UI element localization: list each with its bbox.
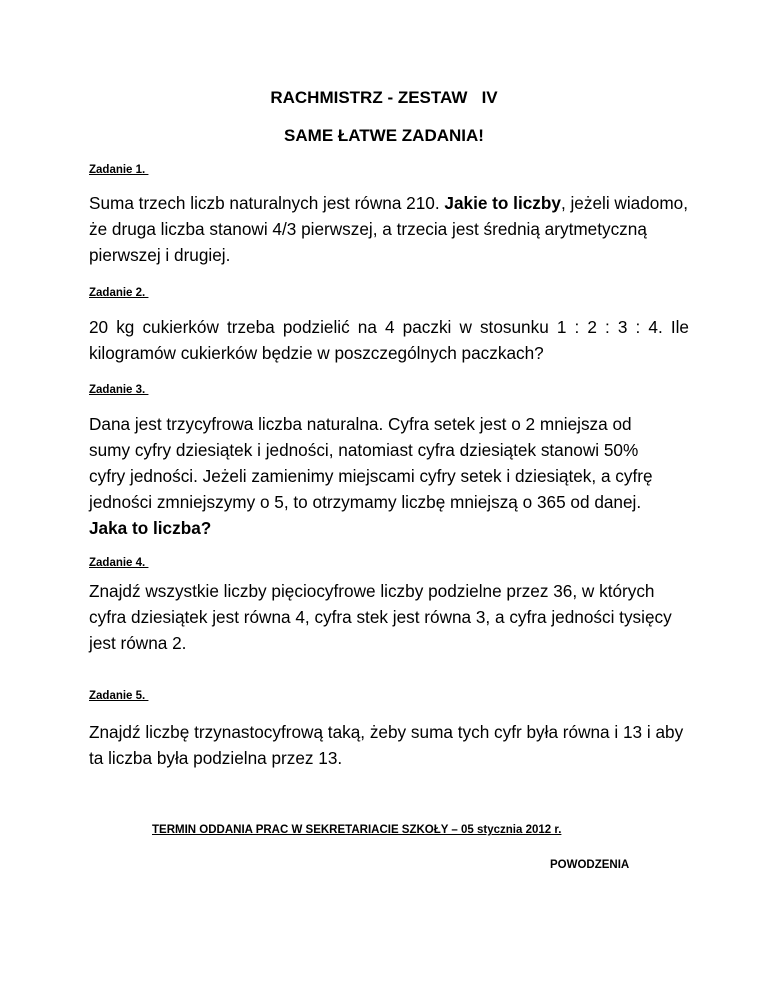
- task-3-text-start: Dana jest trzycyfrowa liczba naturalna. Cyfra setek jest o 2 mniejsza od sumy cyfry dziesiątek i jedności, natomiast cyfra dziesiątek stanowi 50% cyfry jedności. Jeżeli zamienimy miejscami cyfry setek i dziesiątek, a cyfrę jedności zmniejszymy o 5, to otrzymamy liczbę mniejszą o 365 od danej.: [89, 414, 653, 512]
- task-5-label: Zadanie 5.: [89, 690, 149, 702]
- task-5-text: Znajdź liczbę trzynastocyfrową taką, żeby suma tych cyfr była równa i 13 i aby ta liczba była podzielna przez 13.: [89, 722, 684, 768]
- document-title: RACHMISTRZ - ZESTAW IV: [270, 88, 498, 107]
- task-2-label: Zadanie 2.: [89, 287, 149, 299]
- task-4-label: Zadanie 4.: [89, 557, 149, 569]
- task-1-text: [89, 190, 689, 268]
- task-3-label: Zadanie 3.: [89, 384, 149, 396]
- closing-greeting: POWODZENIA: [550, 859, 630, 871]
- document-subtitle: SAME ŁATWE ZADANIA!: [284, 126, 484, 145]
- task-1-label: Zadanie 1.: [89, 164, 149, 176]
- task-3-text: [89, 411, 669, 541]
- task-3-question: Jaka to liczba?: [89, 518, 212, 538]
- task-4-text: Znajdź wszystkie liczby pięciocyfrowe liczby podzielne przez 36, w których cyfra dziesiątek jest równa 4, cyfra stek jest równa 3, a cyfra jedności tysięcy jest równa 2.: [89, 581, 672, 653]
- task-1-text-end: , jeżeli wiadomo, że druga liczba stanowi 4/3 pierwszej, a trzecia jest średnią arytmetyczną pierwszej i drugiej.: [89, 193, 688, 265]
- task-1-question: Jakie to liczby: [444, 193, 561, 213]
- task-2-text: 20 kg cukierków trzeba podzielić na 4 paczki w stosunku 1 : 2 : 3 : 4. Ile kilogramów cukierków będzie w poszczególnych paczkach?: [89, 317, 689, 363]
- task-1-text-start: Suma trzech liczb naturalnych jest równa 210.: [89, 193, 445, 213]
- submission-deadline: TERMIN ODDANIA PRAC W SEKRETARIACIE SZKOŁY – 05 stycznia 2012 r.: [152, 824, 562, 836]
